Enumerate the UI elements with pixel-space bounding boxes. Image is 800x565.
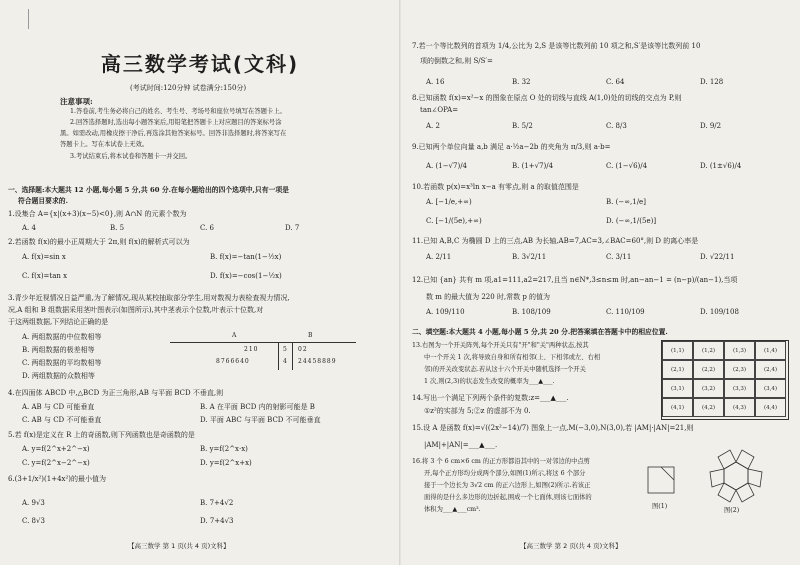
q16-line: 接于一个边长为 3√2 cm 的正六边形上,如图(2)所示.若该正 bbox=[424, 482, 591, 489]
q3-line: 于这两组数据,下列结论正确的是 bbox=[8, 318, 109, 326]
q12-option-a: A. 109/110 bbox=[426, 308, 465, 316]
q3-option-b: B. 两组数据的极差相等 bbox=[22, 346, 95, 354]
q5-option-b: B. y=f(2^x·x) bbox=[200, 445, 248, 453]
exam-info: (考试时间:120分钟 试卷满分:150分) bbox=[130, 84, 247, 92]
leaf-a-row2: 8766640 bbox=[216, 358, 250, 365]
grid-cell: (4,4) bbox=[755, 398, 786, 417]
q7-option-c: C. 64 bbox=[606, 78, 625, 86]
stem-leaf-head-b: B bbox=[308, 332, 313, 339]
q9-option-a: A. (1−√7)/4 bbox=[426, 162, 468, 170]
q13-line: 1 次,则(2,3)的状态发生改变的概率为___▲___. bbox=[424, 378, 555, 385]
q8-line: tan∠OPA= bbox=[420, 106, 459, 114]
figure-2-net bbox=[700, 442, 772, 506]
q16-line: 16.将 3 个 6 cm×6 cm 的正方形都沿其中的一对邻边的中点剪 bbox=[412, 458, 590, 465]
q2-option-d: D. f(x)=−cos(1−½x) bbox=[210, 272, 282, 280]
q10-option-b: B. (−∞,1/e] bbox=[606, 198, 646, 206]
grid-cell: (3,2) bbox=[693, 379, 724, 398]
q12-line: 数 m 的最大值为 220 时,常数 p 的值为 bbox=[426, 293, 551, 301]
grid-cell: (4,1) bbox=[662, 398, 693, 417]
section1-header: 一、选择题:本大题共 12 小题,每小题 5 分,共 60 分.在每小题给出的四个选项中,只有一项是 bbox=[8, 186, 289, 194]
q6-option-b: B. 7+4√2 bbox=[200, 499, 234, 507]
grid-cell: (3,1) bbox=[662, 379, 693, 398]
q8-line: 8.已知函数 f(x)=x²−x 的图象在原点 O 处的切线与直线 A(1,0)处的切线的交点为 P,则 bbox=[412, 94, 682, 102]
q11-option-a: A. 2/11 bbox=[426, 253, 452, 261]
notes-heading: 注意事项: bbox=[60, 97, 93, 106]
q3-option-a: A. 两组数据的中位数相等 bbox=[22, 333, 102, 341]
q3-option-c: C. 两组数据的平均数相等 bbox=[22, 359, 102, 367]
grid-cell: (3,3) bbox=[724, 379, 755, 398]
q14-line: 14.写出一个满足下列两个条件的复数:z=___▲___. bbox=[412, 394, 569, 402]
figure-1-caption: 图(1) bbox=[652, 503, 668, 510]
q3-line: 况,A 组和 B 组数据采用茎叶图表示(如图所示),其中茎表示个位数,叶表示十位数,对 bbox=[8, 306, 264, 314]
grid-cell: (3,4) bbox=[755, 379, 786, 398]
q5-option-d: D. y=f(2^x+x) bbox=[200, 459, 252, 467]
grid-cell: (4,3) bbox=[724, 398, 755, 417]
q2-option-b: B. f(x)=−tan(1−½x) bbox=[210, 253, 282, 261]
staple-mark bbox=[28, 9, 29, 29]
grid-cell: (2,2) bbox=[693, 360, 724, 379]
stem-row2: 4 bbox=[283, 358, 287, 365]
q12-option-d: D. 109/108 bbox=[700, 308, 739, 316]
switch-grid bbox=[661, 340, 789, 420]
q9-option-b: B. (1+√7)/4 bbox=[512, 162, 554, 170]
q12-option-b: B. 108/109 bbox=[512, 308, 551, 316]
q8-option-d: D. 9/2 bbox=[700, 122, 722, 130]
q13-line: 邻)的开关改变状态.若从这十六个开关中随机选择一个开关 bbox=[424, 366, 586, 373]
q11-option-c: C. 3/11 bbox=[606, 253, 632, 261]
section1-header-cont: 符合题目要求的. bbox=[18, 197, 68, 205]
q10-stem: 10.若函数 p(x)=x³ln x−a 有零点,则 a 的取值范围是 bbox=[412, 183, 579, 191]
note-line: 1.答卷前,考生务必将自己的姓名、考生号、考场号和座位号填写在答题卡上。 bbox=[70, 108, 286, 115]
grid-cell: (4,2) bbox=[693, 398, 724, 417]
q4-stem: 4.在四面体 ABCD 中,△BCD 为正三角形,AB 与平面 BCD 不垂直,则 bbox=[8, 389, 224, 397]
grid-cell: (1,4) bbox=[755, 341, 786, 360]
q16-line: 面得的是什么多边形的边折起,围成一个七面体,则该七面体的 bbox=[424, 494, 592, 501]
q6-stem: 6.(3+1/x²)(1+4x²)的最小值为 bbox=[8, 475, 107, 483]
q2-option-a: A. f(x)=sin x bbox=[22, 253, 66, 261]
q7-line: 项的倒数之和,则 S/S′= bbox=[420, 57, 493, 65]
page-title: 高三数学考试(文科) bbox=[100, 52, 300, 76]
q11-option-b: B. 3√2/11 bbox=[512, 253, 547, 261]
stem-leaf-rule bbox=[170, 342, 356, 343]
page-footer: 【高三数学 第 1 页(共 4 页)文科】 bbox=[128, 542, 230, 550]
figure-1-square bbox=[646, 465, 678, 505]
q6-option-c: C. 8√3 bbox=[22, 517, 45, 525]
grid-cell: (2,3) bbox=[724, 360, 755, 379]
q1-option-d: D. 7 bbox=[285, 224, 300, 232]
q15-line: 15.设 A 是函数 f(x)=√((2x²−14)/7) 图象上一点,M(−3,0),N(3,0),若 |AM|·|AN|=21,则 bbox=[412, 424, 694, 432]
grid-cell: (1,3) bbox=[724, 341, 755, 360]
note-line: 黑。如需改动,用橡皮擦干净后,再选涂其他答案标号。回答非选择题时,将答案写在 bbox=[60, 130, 287, 137]
q4-option-d: D. 平面 ABC 与平面 BCD 不可能垂直 bbox=[200, 416, 321, 424]
q1-option-a: A. 4 bbox=[22, 224, 36, 232]
q4-option-a: A. AB 与 CD 可能垂直 bbox=[22, 403, 95, 411]
q10-option-c: C. [−1/(5e),+∞) bbox=[426, 217, 482, 225]
q7-option-a: A. 16 bbox=[426, 78, 445, 86]
q9-option-d: D. (1±√6)/4 bbox=[700, 162, 742, 170]
q7-option-b: B. 32 bbox=[512, 78, 531, 86]
q4-option-c: C. AB 与 CD 不可能垂直 bbox=[22, 416, 102, 424]
q7-option-d: D. 128 bbox=[700, 78, 724, 86]
q8-option-b: B. 5/2 bbox=[512, 122, 533, 130]
note-line: 3.考试结束后,将本试卷和答题卡一并交回。 bbox=[70, 153, 192, 160]
page-2 bbox=[400, 0, 800, 565]
stem-leaf-divider bbox=[278, 342, 279, 370]
q12-line: 12.已知 {an} 共有 m 项,a1=111,a2=217,且当 n∈N*,3≤n≤m 时,an−an−1 = (n−p)/(an−1),当项 bbox=[412, 276, 738, 284]
q8-option-c: C. 8/3 bbox=[606, 122, 627, 130]
q10-option-a: A. [−1/e,+∞) bbox=[426, 198, 472, 206]
q6-option-a: A. 9√3 bbox=[22, 499, 45, 507]
q5-stem: 5.若 f(x)是定义在 R 上的奇函数,则下列函数也是奇函数的是 bbox=[8, 431, 195, 439]
q9-stem: 9.已知两个单位向量 a,b 满足 a·½a−2b 的夹角为 π/3,则 a·b= bbox=[412, 143, 611, 151]
q1-option-c: C. 6 bbox=[200, 224, 215, 232]
stem-leaf-head-a: A bbox=[232, 332, 237, 339]
q16-line: 开,每个正方形均分成两个部分,如图(1)所示,将这 6 个部分 bbox=[424, 470, 586, 477]
figure-2-caption: 图(2) bbox=[724, 507, 740, 514]
q10-option-d: D. (−∞,1/(5e)] bbox=[606, 217, 657, 225]
q7-line: 7.若一个等比数列的首项为 1/4,公比为 2,S 是该等比数列前 10 项之和,S′是该等比数列前 10 bbox=[412, 42, 701, 50]
page-footer: 【高三数学 第 2 页(共 4 页)文科】 bbox=[520, 542, 622, 550]
leaf-a-row1: 210 bbox=[244, 346, 259, 353]
q3-option-d: D. 两组数据的众数相等 bbox=[22, 372, 95, 380]
q3-line: 3.青少年近视情况日益严重,为了解情况,现从某校抽取部分学生,用对数视力表检查视力情况, bbox=[8, 294, 290, 302]
q13-line: 13.右图为一个开关阵列,每个开关只有"开"和"关"两种状态,按其 bbox=[412, 342, 589, 349]
q2-stem: 2.若函数 f(x)的最小正周期大于 2π,则 f(x)的解析式可以为 bbox=[8, 238, 190, 246]
note-line: 答题卡上。写在本试卷上无效。 bbox=[60, 141, 149, 148]
q11-option-d: D. √22/11 bbox=[700, 253, 735, 261]
q9-option-c: C. (1−√6)/4 bbox=[606, 162, 648, 170]
q15-line: |AM|+|AN|=___▲___. bbox=[424, 441, 498, 449]
section2-header: 二、填空题:本大题共 4 小题,每小题 5 分,共 20 分.把答案填在答题卡中的相应位置. bbox=[412, 328, 668, 336]
q1-option-b: B. 5 bbox=[110, 224, 125, 232]
leaf-b-row1: 02 bbox=[298, 346, 308, 353]
grid-cell: (2,4) bbox=[755, 360, 786, 379]
q5-option-c: C. y=f(2^x−2^−x) bbox=[22, 459, 90, 467]
leaf-b-row2: 24458889 bbox=[298, 358, 337, 365]
stem-leaf-divider bbox=[292, 342, 293, 370]
q13-line: 中一个开关 1 次,将导致自身和所有相邻(上、下相邻或左、右相 bbox=[424, 354, 601, 361]
q16-line: 体积为___▲___cm³. bbox=[424, 506, 481, 513]
grid-cell: (2,1) bbox=[662, 360, 693, 379]
q2-option-c: C. f(x)=tan x bbox=[22, 272, 68, 280]
q1-stem: 1.设集合 A={x|(x+3)(x−5)<0},则 A∩N 的元素个数为 bbox=[8, 210, 187, 218]
grid-cell: (1,2) bbox=[693, 341, 724, 360]
q5-option-a: A. y=f(2^x+2^−x) bbox=[22, 445, 90, 453]
stem-row1: 5 bbox=[283, 346, 287, 353]
stem-leaf-plot bbox=[170, 332, 356, 372]
q14-line: ①z²的实部为 5;②z 的虚部不为 0. bbox=[424, 407, 531, 415]
q8-option-a: A. 2 bbox=[426, 122, 440, 130]
grid-cell: (1,1) bbox=[662, 341, 693, 360]
q11-stem: 11.已知 A,B,C 为椭圆 D 上的三点,AB 为长轴,AB=7,AC=3,∠BAC=60°,则 D 的离心率是 bbox=[412, 237, 699, 245]
q12-option-c: C. 110/109 bbox=[606, 308, 645, 316]
q4-option-b: B. A 在平面 BCD 内的射影可能是 B bbox=[200, 403, 315, 411]
q6-option-d: D. 7+4√3 bbox=[200, 517, 234, 525]
note-line: 2.回答选择题时,选出每小题答案后,用铅笔把答题卡上对应题目的答案标号涂 bbox=[70, 119, 282, 126]
